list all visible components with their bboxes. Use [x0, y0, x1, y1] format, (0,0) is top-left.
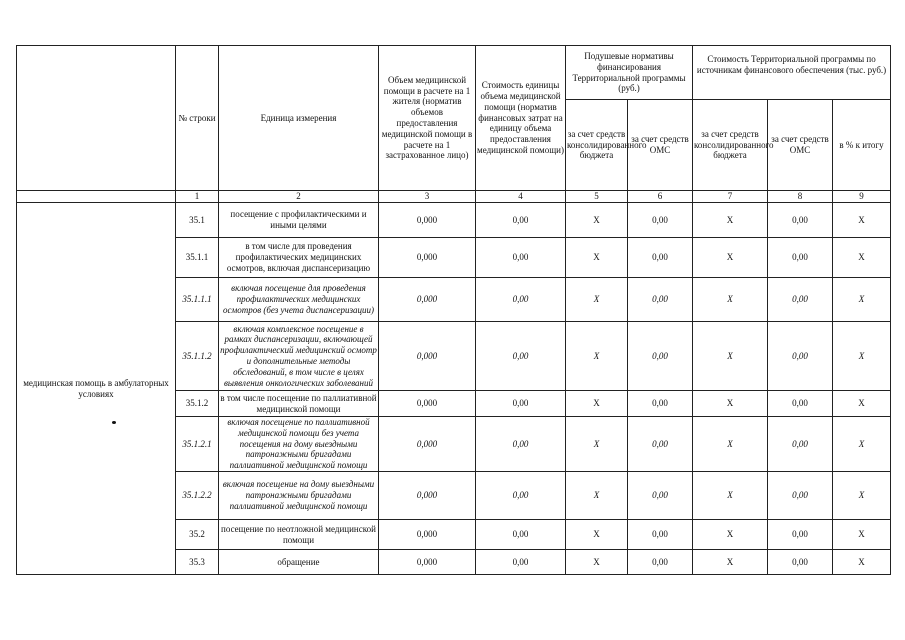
row-cg-budget: X	[693, 550, 768, 575]
row-number: 35.1.1.2	[176, 322, 219, 391]
row-number: 35.1.2.2	[176, 472, 219, 520]
row-volume: 0,000	[379, 472, 476, 520]
row-volume: 0,000	[379, 391, 476, 417]
row-number: 35.1.1	[176, 238, 219, 278]
row-cost: 0,00	[476, 391, 566, 417]
row-pc-oms: 0,00	[628, 417, 693, 472]
row-cg-oms: 0,00	[768, 278, 833, 322]
table-row	[17, 203, 891, 238]
row-pc-budget: X	[566, 550, 628, 575]
header-pc-oms: за счет средств ОМС	[628, 100, 693, 191]
scan-speck	[112, 421, 116, 424]
category-label: медицинская помощь в амбулаторных условиях	[17, 203, 176, 575]
row-cost: 0,00	[476, 238, 566, 278]
row-cg-pct: X	[833, 322, 891, 391]
row-number: 35.1.1.1	[176, 278, 219, 322]
row-volume: 0,000	[379, 203, 476, 238]
row-cg-budget: X	[693, 238, 768, 278]
row-volume: 0,000	[379, 278, 476, 322]
row-pc-oms: 0,00	[628, 322, 693, 391]
header-cg-budget: за счет средств консолидированного бюджета	[693, 100, 768, 191]
row-unit-name: посещение с профилактическими и иными целями	[219, 203, 379, 238]
row-cg-budget: X	[693, 391, 768, 417]
row-number: 35.1	[176, 203, 219, 238]
row-cg-budget: X	[693, 417, 768, 472]
row-pc-oms: 0,00	[628, 550, 693, 575]
row-cg-budget: X	[693, 278, 768, 322]
row-unit-name: в том числе посещение по паллиативной медицинской помощи	[219, 391, 379, 417]
col-number: 1	[176, 191, 219, 203]
row-cg-oms: 0,00	[768, 550, 833, 575]
row-cost: 0,00	[476, 322, 566, 391]
row-pc-oms: 0,00	[628, 472, 693, 520]
row-pc-oms: 0,00	[628, 203, 693, 238]
header-row-no: № строки	[176, 46, 219, 191]
row-number: 35.2	[176, 520, 219, 550]
row-cg-pct: X	[833, 203, 891, 238]
header-cg-oms: за счет средств ОМС	[768, 100, 833, 191]
row-pc-oms: 0,00	[628, 278, 693, 322]
row-pc-budget: X	[566, 203, 628, 238]
row-pc-oms: 0,00	[628, 238, 693, 278]
col-number: 6	[628, 191, 693, 203]
col-number: 9	[833, 191, 891, 203]
col-number: 3	[379, 191, 476, 203]
header-pc-budget: за счет средств консолидированного бюджета	[566, 100, 628, 191]
row-cg-oms: 0,00	[768, 520, 833, 550]
row-unit-name: включая посещение на дому выездными патронажными бригадами паллиативной медицинской помощи	[219, 472, 379, 520]
row-cg-pct: X	[833, 391, 891, 417]
row-cg-budget: X	[693, 472, 768, 520]
row-cg-pct: X	[833, 278, 891, 322]
row-unit-name: в том числе для проведения профилактических медицинских осмотров, включая диспансеризацию	[219, 238, 379, 278]
col-number: 7	[693, 191, 768, 203]
row-cg-pct: X	[833, 472, 891, 520]
row-cg-budget: X	[693, 322, 768, 391]
row-cost: 0,00	[476, 550, 566, 575]
header-cost: Стоимость единицы объема медицинской помощи (норматив финансовых затрат на единицу объема предоставления медицинской помощи)	[476, 46, 566, 191]
row-pc-budget: X	[566, 417, 628, 472]
row-cg-oms: 0,00	[768, 238, 833, 278]
col-number-blank	[17, 191, 176, 203]
row-cg-pct: X	[833, 550, 891, 575]
row-unit-name: включая посещение по паллиативной медицинской помощи без учета посещения на дому выездными патронажными бригадами паллиативной медицинской помощи	[219, 417, 379, 472]
row-unit-name: включая посещение для проведения профилактических медицинских осмотров (без учета диспансеризации)	[219, 278, 379, 322]
row-cg-pct: X	[833, 238, 891, 278]
row-cg-oms: 0,00	[768, 472, 833, 520]
row-cost: 0,00	[476, 278, 566, 322]
row-pc-budget: X	[566, 238, 628, 278]
row-unit-name: посещение по неотложной медицинской помощи	[219, 520, 379, 550]
row-number: 35.1.2	[176, 391, 219, 417]
row-pc-oms: 0,00	[628, 391, 693, 417]
header-volume: Объем медицинской помощи в расчете на 1 жителя (норматив объемов предоставления медицинской помощи в расчете на 1 застрахованное лицо)	[379, 46, 476, 191]
row-number: 35.1.2.1	[176, 417, 219, 472]
col-number: 2	[219, 191, 379, 203]
row-pc-budget: X	[566, 322, 628, 391]
row-unit-name: включая комплексное посещение в рамках диспансеризации, включающей профилактический медицинский осмотр и дополнительные методы обследований, в том числе в целях выявления онкологических заболеваний	[219, 322, 379, 391]
header-cg-pct: в % к итогу	[833, 100, 891, 191]
row-cg-budget: X	[693, 520, 768, 550]
row-pc-oms: 0,00	[628, 520, 693, 550]
col-number: 4	[476, 191, 566, 203]
row-volume: 0,000	[379, 238, 476, 278]
header-cost-group: Стоимость Территориальной программы по источникам финансового обеспечения (тыс. руб.)	[693, 46, 891, 100]
row-cost: 0,00	[476, 520, 566, 550]
row-cost: 0,00	[476, 472, 566, 520]
row-cg-oms: 0,00	[768, 417, 833, 472]
row-volume: 0,000	[379, 550, 476, 575]
row-pc-budget: X	[566, 520, 628, 550]
row-number: 35.3	[176, 550, 219, 575]
header-empty-cell	[17, 46, 176, 191]
row-cg-budget: X	[693, 203, 768, 238]
row-cg-oms: 0,00	[768, 391, 833, 417]
row-cg-oms: 0,00	[768, 322, 833, 391]
row-pc-budget: X	[566, 391, 628, 417]
header-per-capita-group: Подушевые нормативы финансирования Территориальной программы (руб.)	[566, 46, 693, 100]
row-unit-name: обращение	[219, 550, 379, 575]
header-unit: Единица измерения	[219, 46, 379, 191]
data-table	[16, 45, 891, 575]
row-cg-pct: X	[833, 417, 891, 472]
row-volume: 0,000	[379, 322, 476, 391]
row-volume: 0,000	[379, 417, 476, 472]
row-cg-oms: 0,00	[768, 203, 833, 238]
col-number: 8	[768, 191, 833, 203]
row-volume: 0,000	[379, 520, 476, 550]
row-cost: 0,00	[476, 417, 566, 472]
row-pc-budget: X	[566, 278, 628, 322]
row-cost: 0,00	[476, 203, 566, 238]
col-number: 5	[566, 191, 628, 203]
row-cg-pct: X	[833, 520, 891, 550]
row-pc-budget: X	[566, 472, 628, 520]
